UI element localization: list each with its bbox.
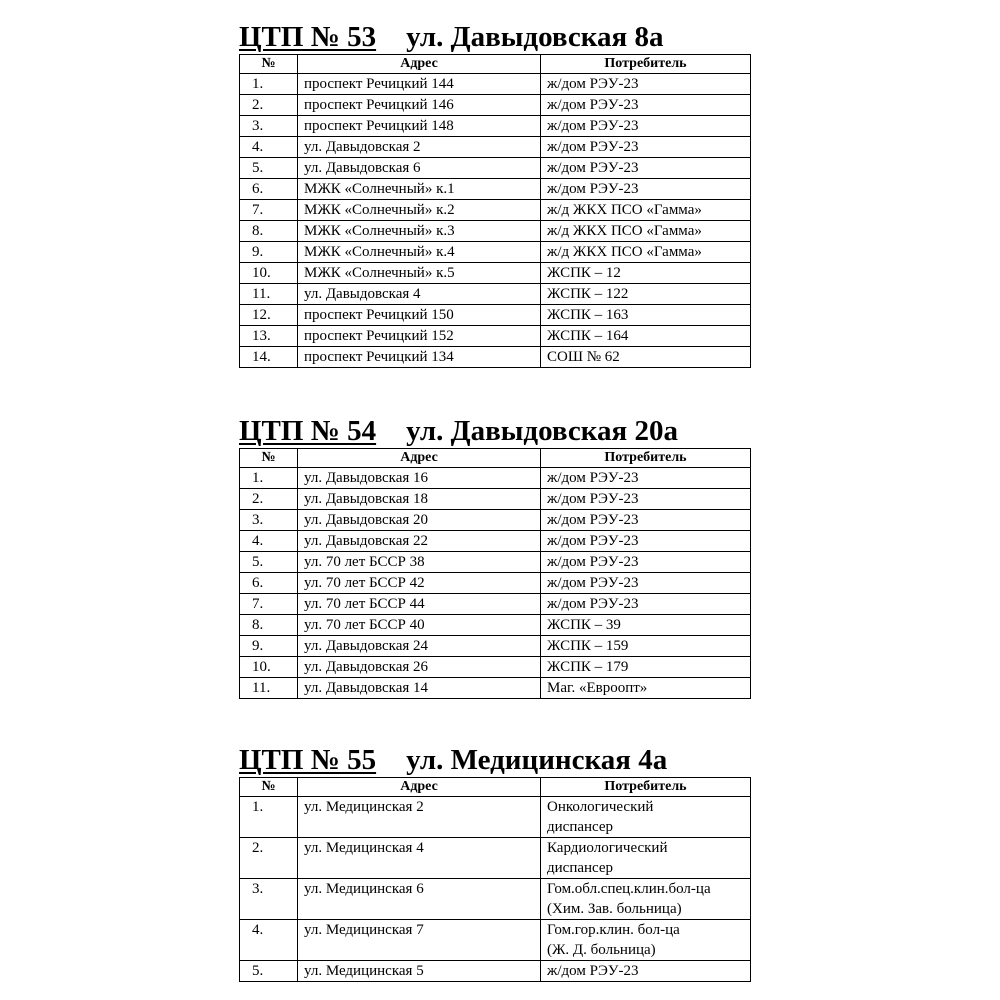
row-consumer: ж/дом РЭУ-23 [541,961,751,982]
row-consumer: ж/дом РЭУ-23 [541,158,751,179]
table-row [240,615,751,636]
table-row [240,879,751,920]
table-row [240,838,751,879]
row-consumer: ж/дом РЭУ-23 [541,137,751,158]
row-address: ул. Давыдовская 14 [298,678,541,699]
row-address: ул. 70 лет БССР 42 [298,573,541,594]
row-number: 2. [240,489,298,510]
row-address: ул. Давыдовская 20 [298,510,541,531]
ctp-number: ЦТП № 55 [239,744,377,776]
row-consumer: ж/дом РЭУ-23 [541,489,751,510]
row-consumer: ЖСПК – 164 [541,326,751,347]
section-title [239,414,750,448]
row-address: ул. Медицинская 7 [298,920,541,961]
table-row [240,678,751,699]
header-num: № [240,449,298,468]
table-row [240,179,751,200]
row-number: 13. [240,326,298,347]
table-body [240,468,751,699]
row-address: ул. Давыдовская 22 [298,531,541,552]
header-consumer: Потребитель [541,778,751,797]
row-address: ул. Давыдовская 16 [298,468,541,489]
table-row [240,657,751,678]
row-number: 2. [240,95,298,116]
table-row [240,347,751,368]
row-number: 7. [240,200,298,221]
row-address: ул. Давыдовская 4 [298,284,541,305]
row-number: 6. [240,179,298,200]
row-consumer: ж/д ЖКХ ПСО «Гамма» [541,242,751,263]
row-number: 7. [240,594,298,615]
section-ctp-54 [239,414,750,699]
row-address: проспект Речицкий 146 [298,95,541,116]
table-header-row [240,55,751,74]
row-number: 3. [240,510,298,531]
row-consumer: ж/дом РЭУ-23 [541,552,751,573]
row-address: ул. Давыдовская 2 [298,137,541,158]
row-consumer: Онкологический диспансер [541,797,751,838]
table-row [240,326,751,347]
table-row [240,284,751,305]
table-row [240,221,751,242]
row-number: 1. [240,74,298,95]
row-number: 5. [240,961,298,982]
ctp-number: ЦТП № 54 [239,415,377,447]
row-address: ул. Давыдовская 24 [298,636,541,657]
section-title [239,20,750,54]
row-number: 11. [240,284,298,305]
row-consumer: Маг. «Евроопт» [541,678,751,699]
table-row [240,531,751,552]
row-number: 10. [240,657,298,678]
table-row [240,552,751,573]
row-consumer: ж/дом РЭУ-23 [541,531,751,552]
row-consumer: ж/д ЖКХ ПСО «Гамма» [541,221,751,242]
header-address: Адрес [298,449,541,468]
ctp-location: ул. Медицинская 4а [406,744,668,776]
row-address: проспект Речицкий 148 [298,116,541,137]
row-address: проспект Речицкий 150 [298,305,541,326]
table-row [240,74,751,95]
table-row [240,468,751,489]
row-number: 11. [240,678,298,699]
header-address: Адрес [298,55,541,74]
header-consumer: Потребитель [541,55,751,74]
row-consumer: ж/дом РЭУ-23 [541,179,751,200]
row-address: ул. 70 лет БССР 38 [298,552,541,573]
row-number: 8. [240,615,298,636]
header-address: Адрес [298,778,541,797]
row-consumer: ж/д ЖКХ ПСО «Гамма» [541,200,751,221]
row-address: МЖК «Солнечный» к.3 [298,221,541,242]
row-address: ул. Медицинская 5 [298,961,541,982]
table-header-row [240,449,751,468]
section-ctp-53 [239,20,750,368]
row-number: 4. [240,137,298,158]
consumers-table [239,54,751,368]
row-number: 14. [240,347,298,368]
row-number: 3. [240,116,298,137]
row-number: 10. [240,263,298,284]
table-row [240,489,751,510]
row-consumer: ЖСПК – 159 [541,636,751,657]
table-row [240,200,751,221]
row-number: 12. [240,305,298,326]
table-row [240,95,751,116]
header-num: № [240,778,298,797]
consumers-table [239,448,751,699]
row-consumer: ж/дом РЭУ-23 [541,95,751,116]
table-row [240,797,751,838]
row-consumer: ЖСПК – 179 [541,657,751,678]
row-number: 5. [240,158,298,179]
row-address: ул. Давыдовская 18 [298,489,541,510]
row-address: ул. Давыдовская 6 [298,158,541,179]
row-consumer: СОШ № 62 [541,347,751,368]
header-num: № [240,55,298,74]
row-address: ул. 70 лет БССР 40 [298,615,541,636]
row-address: МЖК «Солнечный» к.4 [298,242,541,263]
row-consumer: ж/дом РЭУ-23 [541,594,751,615]
row-consumer: ж/дом РЭУ-23 [541,573,751,594]
row-address: ул. 70 лет БССР 44 [298,594,541,615]
table-row [240,158,751,179]
row-number: 9. [240,636,298,657]
table-row [240,920,751,961]
row-address: проспект Речицкий 152 [298,326,541,347]
table-row [240,961,751,982]
row-number: 5. [240,552,298,573]
table-row [240,510,751,531]
table-header-row [240,778,751,797]
row-consumer: ж/дом РЭУ-23 [541,510,751,531]
row-address: ул. Медицинская 4 [298,838,541,879]
table-body [240,797,751,982]
row-address: проспект Речицкий 144 [298,74,541,95]
row-number: 3. [240,879,298,920]
table-row [240,263,751,284]
row-number: 8. [240,221,298,242]
table-row [240,137,751,158]
row-number: 9. [240,242,298,263]
table-row [240,242,751,263]
row-number: 4. [240,920,298,961]
row-number: 1. [240,468,298,489]
row-consumer: ЖСПК – 39 [541,615,751,636]
row-address: ул. Медицинская 6 [298,879,541,920]
row-consumer: ЖСПК – 12 [541,263,751,284]
table-row [240,573,751,594]
row-consumer: ЖСПК – 122 [541,284,751,305]
ctp-location: ул. Давыдовская 8а [406,21,664,53]
row-number: 2. [240,838,298,879]
row-address: МЖК «Солнечный» к.5 [298,263,541,284]
section-ctp-55 [239,743,750,982]
table-row [240,594,751,615]
table-row [240,636,751,657]
table-row [240,305,751,326]
row-consumer: ж/дом РЭУ-23 [541,468,751,489]
table-body [240,74,751,368]
row-consumer: Кардиологический диспансер [541,838,751,879]
row-address: МЖК «Солнечный» к.1 [298,179,541,200]
row-address: ул. Медицинская 2 [298,797,541,838]
table-row [240,116,751,137]
row-number: 4. [240,531,298,552]
row-consumer: Гом.гор.клин. бол-ца (Ж. Д. больница) [541,920,751,961]
row-consumer: Гом.обл.спец.клин.бол-ца (Хим. Зав. больница) [541,879,751,920]
row-number: 6. [240,573,298,594]
section-title [239,743,750,777]
row-address: ул. Давыдовская 26 [298,657,541,678]
row-consumer: ж/дом РЭУ-23 [541,74,751,95]
row-consumer: ж/дом РЭУ-23 [541,116,751,137]
row-address: МЖК «Солнечный» к.2 [298,200,541,221]
ctp-location: ул. Давыдовская 20а [406,415,678,447]
row-address: проспект Речицкий 134 [298,347,541,368]
ctp-number: ЦТП № 53 [239,21,377,53]
row-consumer: ЖСПК – 163 [541,305,751,326]
consumers-table [239,777,751,982]
row-number: 1. [240,797,298,838]
header-consumer: Потребитель [541,449,751,468]
